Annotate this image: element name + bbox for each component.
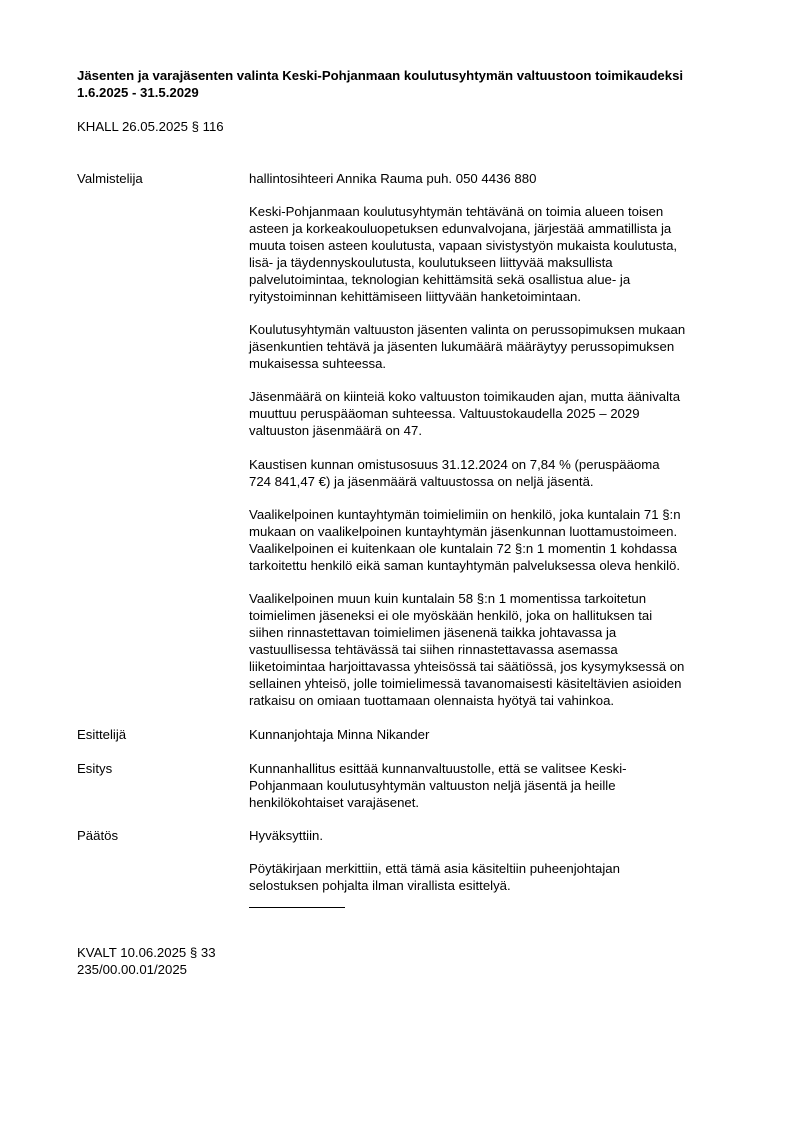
paragraph-vaalikelpoisuus: Vaalikelpoinen kuntayhtymän toimielimiin on henkilö, joka kuntalain 71 §:n mukaan on vaalikelpoinen kuntayhtymän jäsenkunnan luottamustoimeen. Vaalikelpoinen ei kuitenkaan ole kuntalain 72 §:n 1 momentin 1 kohdassa tarkoitettu henkilö eikä saman kuntayhtymän palveluksessa oleva henkilö.	[249, 507, 681, 573]
paragraph-vaalikelpoisuus-rajoitus: Vaalikelpoinen muun kuin kuntalain 58 §:n 1 momentissa tarkoitetun toimielimen jäseneksi ei ole myöskään henkilö, joka on hallituksen tai siihen rinnastettavan toimielimen jäsenenä taikka johtavassa ja vastuullisessa tehtävässä tai siihen rinnastettavassa asemassa liiketoimintaa harjoittavassa yhteisössä tai säätiössä, jos kysymyksessä on sellainen yhteisö, jolle toimielimessä tavanomaisesti käsiteltävien asioiden ratkaisu on omiaan tuottamaan olennaista hyötyä tai vahinkoa.	[249, 591, 685, 708]
meeting-reference: KHALL 26.05.2025 § 116	[77, 119, 224, 134]
label-esitys: Esitys	[77, 761, 113, 776]
label-esittelija: Esittelijä	[77, 727, 127, 742]
label-paatos: Päätös	[77, 828, 119, 843]
label-valmistelija: Valmistelija	[77, 171, 143, 186]
valmistelija-text: hallintosihteeri Annika Rauma puh. 050 4436 880	[249, 171, 537, 186]
document-title: Jäsenten ja varajäsenten valinta Keski-Pohjanmaan koulutusyhtymän valtuustoon toimikaudeksi 1.6.2025 - 31.5.2029	[77, 68, 684, 100]
esittelija-text: Kunnanjohtaja Minna Nikander	[249, 727, 430, 742]
esitys-text: Kunnanhallitus esittää kunnanvaltuustolle, että se valitsee Keski- Pohjanmaan koulutusyhtymän valtuuston neljä jäsentä ja heille henkilökohtaiset varajäsenet.	[249, 761, 627, 810]
paatos-text: Hyväksyttiin.	[249, 828, 324, 843]
footer-reference: KVALT 10.06.2025 § 33 235/00.00.01/2025	[77, 945, 216, 977]
paragraph-omistusosuus: Kaustisen kunnan omistusosuus 31.12.2024 on 7,84 % (peruspääoma 724 841,47 €) ja jäsenmäärä valtuustossa on neljä jäsentä.	[249, 457, 660, 489]
paragraph-valinta: Koulutusyhtymän valtuuston jäsenten valinta on perussopimuksen mukaan jäsenkuntien tehtävä ja jäsenten lukumäärä määräytyy perussopimuksen mukaisessa suhteessa.	[249, 322, 686, 371]
paragraph-tehtava: Keski-Pohjanmaan koulutusyhtymän tehtävänä on toimia alueen toisen asteen ja korkeakouluopetuksen edunvalvojana, järjestää ammatillista ja muuta toisen asteen koulutusta, vapaan sivistystyön mukaista koulutusta, lisä- ja täydennyskoulutusta, koulutukseen liittyvää maksullista palvelutoimintaa, teknologian kehittämsitä sekä osallistua alue- ja ryitystoiminnan kehittämiseen liittyvään hanketoimintaan.	[249, 204, 678, 304]
paatos-note: Pöytäkirjaan merkittiin, että tämä asia käsiteltiin puheenjohtajan selostuksen pohjalta ilman virallista esittelyä.	[249, 861, 620, 893]
separator-line	[249, 907, 345, 908]
paragraph-jasenmaara: Jäsenmäärä on kiinteiä koko valtuuston toimikauden ajan, mutta äänivalta muuttuu peruspääoman suhteessa. Valtuustokaudella 2025 – 2029 valtuuston jäsenmäärä on 47.	[249, 389, 681, 438]
